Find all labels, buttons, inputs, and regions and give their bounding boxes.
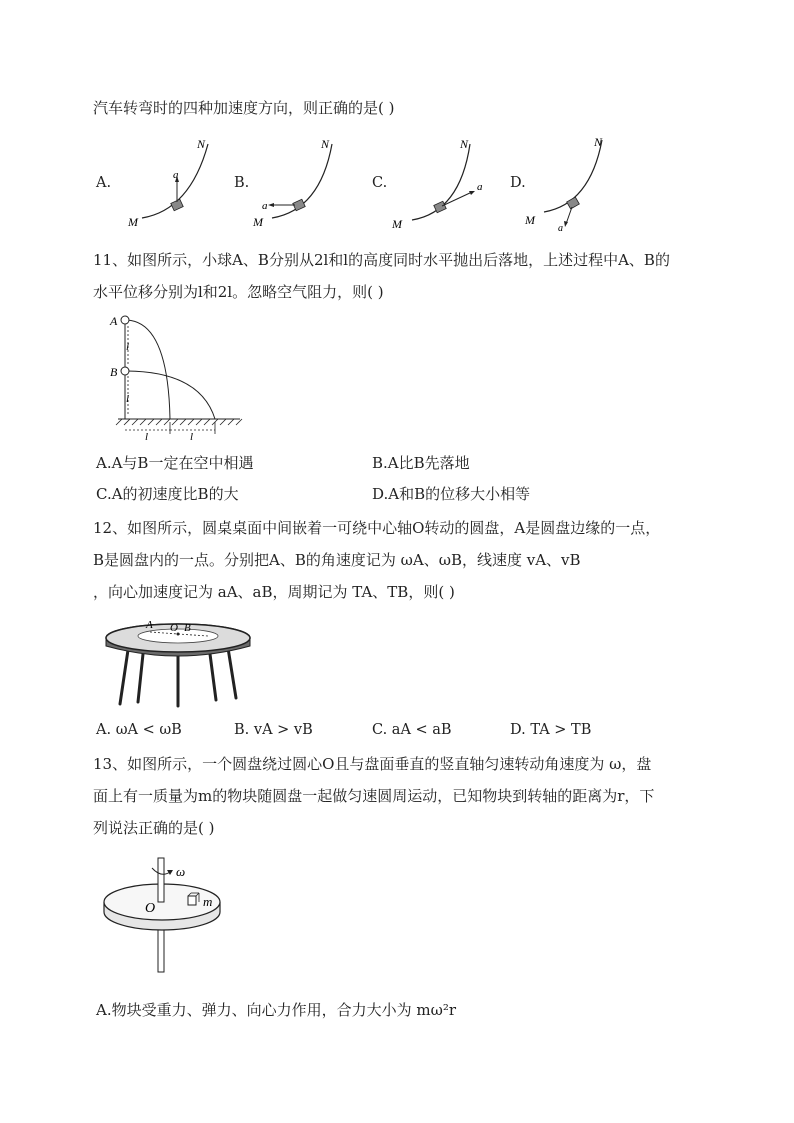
q12-option-d: D. TA > TB bbox=[510, 722, 592, 738]
q12-label-o: O bbox=[170, 622, 178, 634]
q13-stem-line1: 13、如图所示，一个圆盘绕过圆心O且与盘面垂直的竖直轴匀速转动角速度为 ω，盘 bbox=[93, 755, 652, 773]
q13-stem-line2: 面上有一质量为m的物块随圆盘一起做匀速圆周运动，已知物块到转轴的距离为r，下 bbox=[93, 787, 655, 805]
q10-c-accel-label: a bbox=[477, 181, 483, 193]
q13-option-a: A.物块受重力、弹力、向心力作用，合力大小为 mω²r bbox=[96, 1001, 457, 1019]
q13-label-m: m bbox=[203, 894, 213, 909]
q13-rotating-disc-figure bbox=[100, 850, 240, 980]
q10-b-label-m: M bbox=[253, 215, 263, 229]
q10-stem: 汽车转弯时的四种加速度方向，则正确的是( ) bbox=[93, 99, 395, 117]
q10-figure-a bbox=[120, 130, 230, 240]
q11-option-d: D.A和B的位移大小相等 bbox=[372, 485, 531, 503]
q12-label-a: A bbox=[146, 619, 153, 631]
q10-d-label-n: N bbox=[594, 135, 603, 149]
q10-c-label-n: N bbox=[460, 137, 469, 151]
q11-projectile-figure bbox=[100, 312, 260, 442]
q10-a-label-n: N bbox=[197, 137, 206, 151]
q11-stem-line2: 水平位移分别为l和2l。忽略空气阻力，则( ) bbox=[93, 283, 384, 301]
q10-b-accel-label: a bbox=[262, 200, 268, 212]
q11-stem-line1: 11、如图所示，小球A、B分别从2l和l的高度同时水平抛出后落地，上述过程中A、B的 bbox=[93, 251, 670, 269]
q10-d-accel-label: a bbox=[558, 223, 563, 234]
q10-option-a-label: A. bbox=[96, 175, 112, 191]
q10-b-label-n: N bbox=[321, 137, 330, 151]
q13-label-o: O bbox=[145, 901, 156, 916]
q10-figure-d bbox=[520, 128, 630, 238]
q11-dim-l3: l bbox=[145, 431, 149, 443]
q12-stem-line3: ，向心加速度记为 aA、aB，周期记为 TA、TB，则( ) bbox=[93, 583, 455, 601]
q10-figure-b bbox=[250, 130, 360, 240]
q10-option-c-label: C. bbox=[372, 175, 388, 191]
q10-a-label-m: M bbox=[128, 215, 138, 229]
q10-c-label-m: M bbox=[392, 217, 402, 231]
q12-stem-line1: 12、如图所示，圆桌桌面中间嵌着一可绕中心轴O转动的圆盘，A是圆盘边缘的一点， bbox=[93, 519, 661, 537]
q10-option-b-label: B. bbox=[234, 175, 250, 191]
q12-stem-line2: B是圆盘内的一点。分别把A、B的角速度记为 ωA、ωB，线速度 vA、vB bbox=[93, 551, 581, 569]
q11-dim-l2: l bbox=[126, 393, 130, 405]
q13-label-omega: ω bbox=[176, 864, 186, 879]
q12-label-b: B bbox=[184, 622, 191, 634]
q12-option-a: A. ωA < ωB bbox=[96, 722, 182, 738]
q13-stem-line3: 列说法正确的是( ) bbox=[93, 819, 215, 837]
q12-round-table-figure bbox=[98, 612, 258, 712]
q11-dim-l1: l bbox=[126, 341, 130, 353]
q11-label-a: A bbox=[110, 314, 118, 328]
q11-option-b: B.A比B先落地 bbox=[372, 454, 470, 472]
q11-dim-l4: l bbox=[190, 431, 194, 443]
q10-a-accel-label: a bbox=[173, 169, 179, 181]
q11-label-b: B bbox=[110, 365, 118, 379]
q10-d-label-m: M bbox=[525, 213, 535, 227]
q11-option-a: A.A与B一定在空中相遇 bbox=[96, 454, 254, 472]
q11-option-c: C.A的初速度比B的大 bbox=[96, 485, 239, 503]
q10-figure-c bbox=[390, 130, 510, 240]
q12-option-c: C. aA < aB bbox=[372, 722, 452, 738]
q12-option-b: B. vA > vB bbox=[234, 722, 313, 738]
q10-option-d-label: D. bbox=[510, 175, 526, 191]
